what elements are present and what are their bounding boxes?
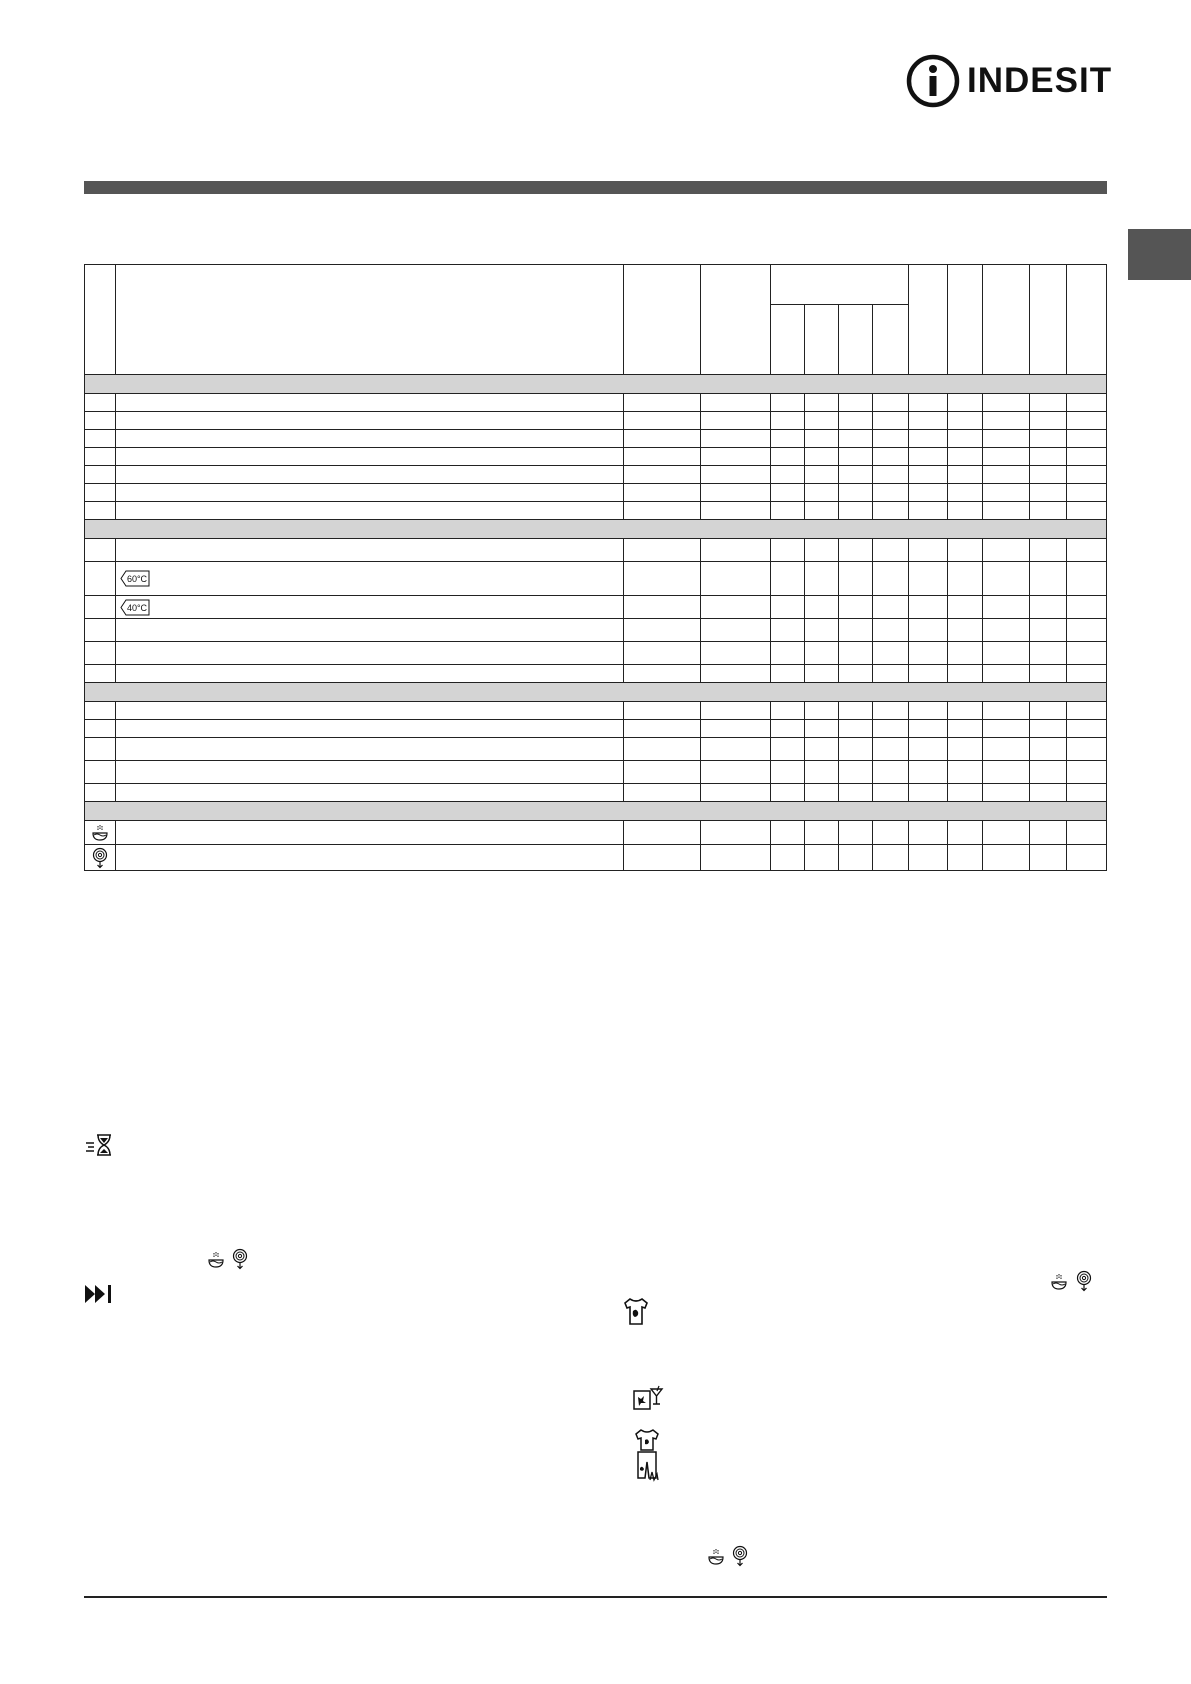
indesit-i-logo-icon [905, 53, 961, 109]
svg-text:40°C: 40°C [127, 602, 148, 613]
spin-icon [90, 847, 110, 869]
table-row [85, 430, 1107, 448]
temp-badge-40 [120, 599, 150, 616]
rinse-icon [1048, 1272, 1070, 1292]
table-group-row [85, 683, 1107, 702]
table-header-subcell [805, 305, 839, 375]
table-header-cell [948, 265, 982, 375]
table-group-row [85, 375, 1107, 394]
table-row [85, 738, 1107, 761]
table-header-group-cell [770, 265, 908, 305]
rinse-icon [90, 823, 110, 843]
table-row [85, 394, 1107, 412]
table-row [85, 761, 1107, 784]
cocktail-stain-icon [632, 1385, 664, 1413]
header-bar [84, 181, 1107, 194]
table-row [85, 466, 1107, 484]
spin-icon [230, 1248, 250, 1270]
group-cell [85, 520, 1107, 539]
table-row [85, 619, 1107, 642]
program-table [84, 264, 1107, 871]
table-group-row [85, 520, 1107, 539]
table-row [85, 502, 1107, 520]
table-header-subcell [770, 305, 804, 375]
table-row [85, 448, 1107, 466]
table-header-cell [116, 265, 623, 375]
skip-forward-icon [84, 1283, 114, 1305]
brand-logo [905, 53, 1113, 109]
table-row [85, 821, 1107, 845]
table-header-subcell [839, 305, 873, 375]
spin-icon [1074, 1270, 1094, 1292]
table-header-cell [982, 265, 1029, 375]
shirt-stain-icon [622, 1296, 650, 1328]
child-clothes-stain-icon [632, 1428, 662, 1482]
temp-badge-60 [120, 570, 150, 587]
language-tab [1128, 229, 1191, 280]
quick-wash-hourglass-icon [84, 1133, 116, 1157]
table-row [85, 642, 1107, 665]
table-header-cell [909, 265, 948, 375]
group-cell [85, 375, 1107, 394]
table-row [85, 665, 1107, 683]
table-row [85, 784, 1107, 802]
table-header-subcell [873, 305, 909, 375]
rinse-icon [705, 1547, 727, 1567]
table-header-cell [1029, 265, 1066, 375]
table-header-cell [85, 265, 116, 375]
table-header-cell [700, 265, 770, 375]
table-row [85, 562, 1107, 596]
table-header-row [85, 265, 1107, 305]
table-header-cell [1066, 265, 1106, 375]
table-row [85, 539, 1107, 562]
table-header-cell [623, 265, 700, 375]
table-row [85, 484, 1107, 502]
spin-icon [730, 1545, 750, 1567]
rinse-icon [205, 1250, 227, 1270]
table-row [85, 845, 1107, 871]
svg-text:60°C: 60°C [127, 574, 148, 584]
footer-rule [84, 1596, 1107, 1598]
table-group-row [85, 802, 1107, 821]
table-row [85, 702, 1107, 720]
table-row [85, 412, 1107, 430]
brand-name: INDESIT [967, 61, 1113, 100]
group-cell [85, 802, 1107, 821]
table-row [85, 720, 1107, 738]
group-cell [85, 683, 1107, 702]
table-row [85, 596, 1107, 619]
